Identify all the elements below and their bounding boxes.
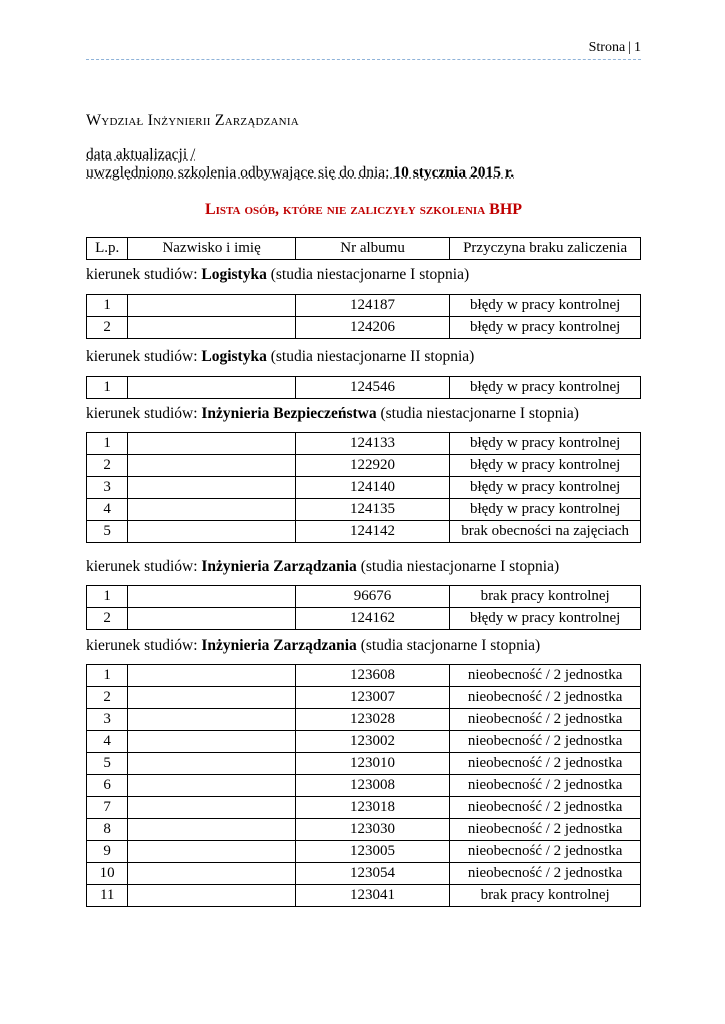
table-row <box>87 841 641 863</box>
section-prefix: kierunek studiów: <box>86 266 202 283</box>
table-row <box>87 819 641 841</box>
cell-lp: 2 <box>87 687 128 709</box>
cell-lp: 5 <box>87 521 128 543</box>
cell-album: 123010 <box>295 753 449 775</box>
table-row <box>87 709 641 731</box>
cell-lp: 9 <box>87 841 128 863</box>
cell-reason: błędy w pracy kontrolnej <box>450 455 641 477</box>
cell-reason: nieobecność / 2 jednostka <box>450 753 641 775</box>
trainings-included-line <box>86 164 514 182</box>
cell-reason: błędy w pracy kontrolnej <box>450 499 641 521</box>
cell-reason: błędy w pracy kontrolnej <box>450 477 641 499</box>
section-field: Logistyka <box>201 348 267 365</box>
table-row <box>87 731 641 753</box>
cell-lp: 7 <box>87 797 128 819</box>
section-prefix: kierunek studiów: <box>86 348 202 365</box>
cell-name <box>128 709 296 731</box>
table-row <box>87 797 641 819</box>
table-row <box>87 775 641 797</box>
cell-reason: nieobecność / 2 jednostka <box>450 709 641 731</box>
table-row <box>87 521 641 543</box>
update-info <box>86 146 514 182</box>
section-table <box>86 432 641 543</box>
cell-album: 124206 <box>295 317 449 339</box>
table-row <box>87 295 641 317</box>
cell-album: 123030 <box>295 819 449 841</box>
table-row <box>87 455 641 477</box>
cell-album: 123005 <box>295 841 449 863</box>
table-row <box>87 863 641 885</box>
column-header-row <box>87 238 641 260</box>
section-study-mode: (studia niestacjonarne I stopnia) <box>360 558 560 575</box>
cell-album: 124135 <box>295 499 449 521</box>
section-field: Logistyka <box>201 266 267 283</box>
cell-reason: brak pracy kontrolnej <box>450 885 641 907</box>
cell-lp: 4 <box>87 731 128 753</box>
cell-album: 123054 <box>295 863 449 885</box>
cell-reason: nieobecność / 2 jednostka <box>450 863 641 885</box>
section-table <box>86 294 641 339</box>
cell-lp: 6 <box>87 775 128 797</box>
update-date-label: data aktualizacji / <box>86 146 196 163</box>
cell-lp: 1 <box>87 377 128 399</box>
column-header-table <box>86 237 641 260</box>
table-row <box>87 687 641 709</box>
header-name: Nazwisko i imię <box>128 238 296 260</box>
cell-lp: 2 <box>87 455 128 477</box>
cell-lp: 8 <box>87 819 128 841</box>
section-field: Inżynieria Bezpieczeństwa <box>201 405 377 422</box>
cell-album: 123008 <box>295 775 449 797</box>
table-row <box>87 885 641 907</box>
cell-album: 123041 <box>295 885 449 907</box>
cell-name <box>128 819 296 841</box>
cell-album: 123608 <box>295 665 449 687</box>
cell-name <box>128 521 296 543</box>
cell-album: 124162 <box>295 608 449 630</box>
faculty-title: Wydział Inżynierii Zarządzania <box>86 112 299 129</box>
cell-lp: 1 <box>87 586 128 608</box>
cell-reason: nieobecność / 2 jednostka <box>450 687 641 709</box>
cell-name <box>128 731 296 753</box>
section-study-mode: (studia stacjonarne I stopnia) <box>360 637 541 654</box>
cell-name <box>128 841 296 863</box>
section-study-mode: (studia niestacjonarne II stopnia) <box>270 348 475 365</box>
cell-album: 123002 <box>295 731 449 753</box>
section-table <box>86 585 641 630</box>
trainings-included-prefix: uwzględniono szkolenia odbywające się do dnia: <box>86 164 394 181</box>
cell-album: 124187 <box>295 295 449 317</box>
cell-lp: 5 <box>87 753 128 775</box>
page-label: Strona <box>588 40 626 55</box>
section-label <box>86 637 540 655</box>
section-study-mode: (studia niestacjonarne I stopnia) <box>270 266 470 283</box>
section-label <box>86 558 559 576</box>
cell-reason: błędy w pracy kontrolnej <box>450 295 641 317</box>
cell-name <box>128 797 296 819</box>
cell-reason: nieobecność / 2 jednostka <box>450 819 641 841</box>
cell-album: 124133 <box>295 433 449 455</box>
cell-name <box>128 665 296 687</box>
cell-lp: 2 <box>87 608 128 630</box>
section-label <box>86 266 469 284</box>
cell-reason: brak obecności na zajęciach <box>450 521 641 543</box>
cell-reason: nieobecność / 2 jednostka <box>450 797 641 819</box>
table-row <box>87 753 641 775</box>
section-prefix: kierunek studiów: <box>86 637 202 654</box>
list-title: Lista osób, które nie zaliczyły szkolenia BHP <box>204 201 523 218</box>
cell-name <box>128 753 296 775</box>
cell-lp: 1 <box>87 295 128 317</box>
section-field: Inżynieria Zarządzania <box>201 558 357 575</box>
cell-name <box>128 586 296 608</box>
cell-reason: nieobecność / 2 jednostka <box>450 775 641 797</box>
cell-album: 124546 <box>295 377 449 399</box>
cell-name <box>128 477 296 499</box>
cell-reason: nieobecność / 2 jednostka <box>450 665 641 687</box>
cell-lp: 1 <box>87 433 128 455</box>
cell-reason: błędy w pracy kontrolnej <box>450 377 641 399</box>
cell-lp: 10 <box>87 863 128 885</box>
cell-name <box>128 863 296 885</box>
section-label <box>86 348 474 366</box>
cell-reason: brak pracy kontrolnej <box>450 586 641 608</box>
table-row <box>87 433 641 455</box>
page-separator: | <box>628 40 631 55</box>
table-row <box>87 377 641 399</box>
table-row <box>87 477 641 499</box>
header-album: Nr albumu <box>295 238 449 260</box>
section-study-mode: (studia niestacjonarne I stopnia) <box>380 405 579 422</box>
cell-reason: nieobecność / 2 jednostka <box>450 731 641 753</box>
cell-name <box>128 377 296 399</box>
section-table <box>86 664 641 907</box>
section-field: Inżynieria Zarządzania <box>201 637 357 654</box>
table-row <box>87 317 641 339</box>
cell-album: 123028 <box>295 709 449 731</box>
cell-reason: nieobecność / 2 jednostka <box>450 841 641 863</box>
cell-name <box>128 499 296 521</box>
cell-reason: błędy w pracy kontrolnej <box>450 433 641 455</box>
cell-album: 124142 <box>295 521 449 543</box>
cell-name <box>128 295 296 317</box>
cell-album: 124140 <box>295 477 449 499</box>
cell-lp: 1 <box>87 665 128 687</box>
section-label <box>86 405 579 423</box>
cell-name <box>128 317 296 339</box>
cell-lp: 11 <box>87 885 128 907</box>
cell-album: 96676 <box>295 586 449 608</box>
trainings-included-date: 10 stycznia 2015 r. <box>393 164 515 181</box>
header-reason: Przyczyna braku zaliczenia <box>450 238 641 260</box>
cell-reason: błędy w pracy kontrolnej <box>450 608 641 630</box>
table-row <box>87 665 641 687</box>
cell-lp: 4 <box>87 499 128 521</box>
cell-lp: 3 <box>87 709 128 731</box>
cell-name <box>128 687 296 709</box>
header-lp: L.p. <box>87 238 128 260</box>
page-number: 1 <box>634 40 641 55</box>
table-row <box>87 499 641 521</box>
cell-lp: 3 <box>87 477 128 499</box>
table-row <box>87 586 641 608</box>
cell-name <box>128 455 296 477</box>
cell-album: 123007 <box>295 687 449 709</box>
cell-name <box>128 608 296 630</box>
cell-album: 122920 <box>295 455 449 477</box>
cell-lp: 2 <box>87 317 128 339</box>
section-prefix: kierunek studiów: <box>86 405 202 422</box>
cell-name <box>128 433 296 455</box>
page-header <box>86 40 641 60</box>
section-prefix: kierunek studiów: <box>86 558 202 575</box>
section-table <box>86 376 641 399</box>
cell-name <box>128 885 296 907</box>
cell-name <box>128 775 296 797</box>
table-row <box>87 608 641 630</box>
cell-album: 123018 <box>295 797 449 819</box>
cell-reason: błędy w pracy kontrolnej <box>450 317 641 339</box>
